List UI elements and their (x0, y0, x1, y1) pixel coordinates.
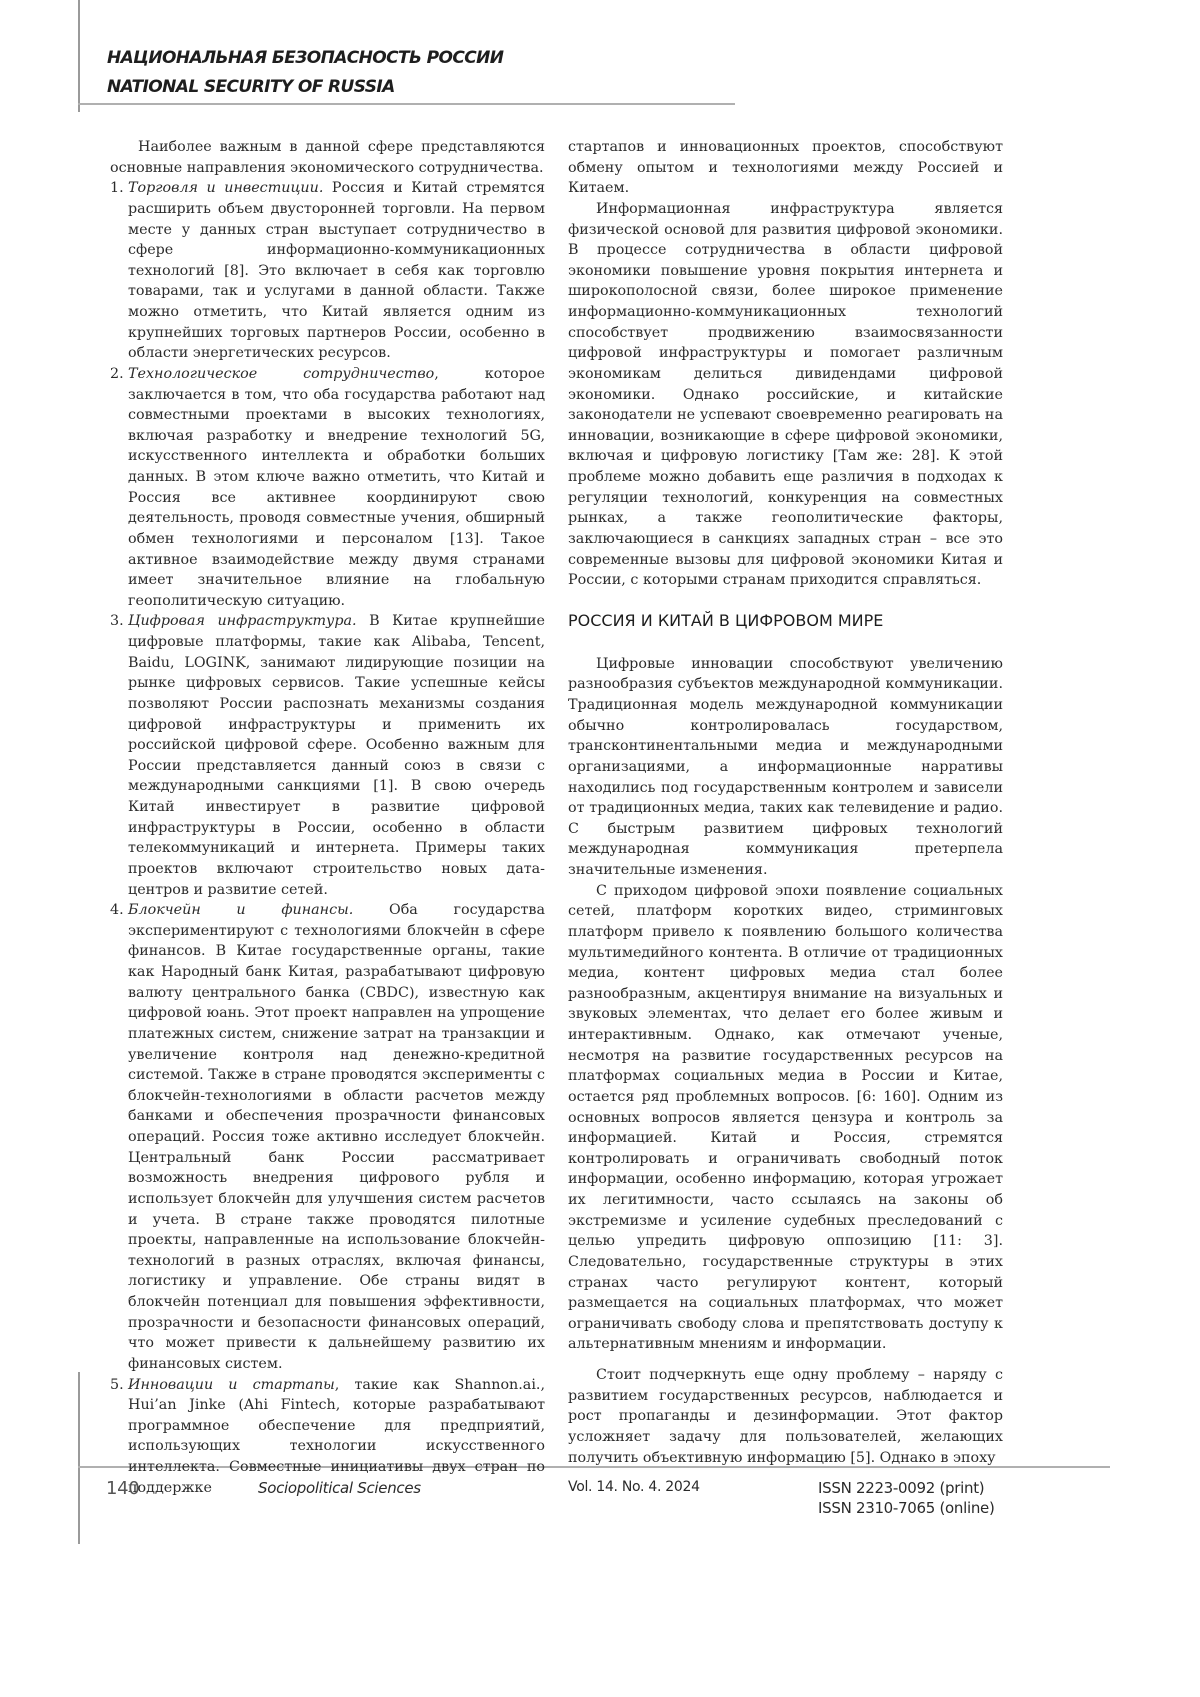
margin-rule-top (78, 0, 80, 112)
body-paragraph: С приходом цифровой эпохи появление социальных сетей, платформ коротких видео, стриминговых платформ привело к появлению большого количества мультимедийного контента. В отличие от традиционных медиа, контент цифровых медиа стал более разнообразным, акцентируя внимание на визуальных и звуковых элементах, что делает его более живым и интерактивным. Однако, как отмечают ученые, несмотря на развитие государственных ресурсов на платформах социальных медиа в России и Китае, остается ряд проблемных вопросов. [6: 160]. Одним из основных вопросов является цензура и контроль за информацией. Китай и Россия, стремятся контролировать и ограничивать свободный поток информации, особенно информацию, которая угрожает их легитимности, часто ссылаясь на законы об экстремизме и усиление судебных преследований с целью упредить цифровую оппозицию [11: 3]. Следовательно, государственные структуры в этих странах часто регулируют контент, который размещается на социальных платформах, что может ограничивать свободу слова и препятствовать доступу к альтернативным мнениям и информации. (568, 881, 1003, 1355)
list-text: , такие как Shannon.ai., Hui’an Jinke (Ahi Fintech, которые разрабатывают программное обеспечение для предприятий, использующих технологии искусственного интеллекта. Совместные инициативы двух стран по поддержке (128, 1377, 545, 1496)
list-term: Блокчейн и финансы. (128, 902, 353, 918)
body-paragraph: Информационная инфраструктура является физической основой для развития цифровой экономики. В процессе сотрудничества в области цифровой экономики повышение уровня покрытия интернета и широкополосной связи, более широкое применение информационно-коммуникационных технологий способствует продвижению взаимосвязанности цифровой инфраструктуры и помогает различным экономикам делиться дивидендами цифровой экономики. Однако российские, и китайские законодатели не успевают своевременно реагировать на инновации, возникающие в сфере цифровой экономики, включая и цифровую логистику [Там же: 28]. К этой проблеме можно добавить еще различия в подходах к регуляции технологий, конкуренция на совместных рынках, а также геополитические факторы, заключающиеся в санкциях западных стран – все это современные вызовы для цифровой экономики Китая и России, с которыми странам приходится справляться. (568, 199, 1003, 591)
page-number: 140 (106, 1478, 139, 1499)
list-number: 1. (110, 178, 124, 199)
list-text: Оба государства экспериментируют с технологиями блокчейн в сфере финансов. В Китае государственные органы, такие как Народный банк Китая, разрабатывают цифровую валюту центрального банка (CBDC), известную как цифровой юань. Этот проект направлен на упрощение платежных систем, снижение затрат на транзакции и увеличение контроля над денежно-кредитной системой. Также в стране проводятся эксперименты с блокчейн-технологиями в области расчетов между банками и обеспечения прозрачности финансовых операций. Россия тоже активно исследует блокчейн. Центральный банк России рассматривает возможность внедрения цифрового рубля и использует блокчейн для улучшения систем расчетов и учета. В стране также проводятся пилотные проекты, направленные на использование блокчейн-технологий в разных отраслях, включая финансы, логистику и управление. Обе страны видят в блокчейн потенциал для повышения эффективности, прозрачности и безопасности финансовых операций, что может привести к дальнейшему развитию их финансовых систем. (128, 902, 545, 1372)
list-item (110, 611, 545, 900)
journal-name: Sociopolitical Sciences (258, 1479, 421, 1497)
list-text: В Китае крупнейшие цифровые платформы, такие как Alibaba, Tencent, Baidu, LOGINK, занимают лидирующие позиции на рынке цифровых сервисов. Такие успешные кейсы позволяют России распознать механизмы создания цифровой инфраструктуры и применить их российской цифровой сфере. Особенно важным для России представляется данный союз в связи с международными санкциями [1]. В свою очередь Китай инвестирует в развитие цифровой инфраструктуры в России, особенно в области телекоммуникаций и интернета. Примеры таких проектов включают строительство новых дата-центров и развитие сетей. (128, 613, 545, 897)
continued-paragraph: стартапов и инновационных проектов, способствуют обмену опытом и технологиями между Россией и Китаем. (568, 137, 1003, 199)
list-item (110, 364, 545, 612)
section-heading: РОССИЯ И КИТАЙ В ЦИФРОВОМ МИРЕ (568, 611, 1003, 631)
volume-info: Vol. 14. No. 4. 2024 (568, 1479, 700, 1495)
header-divider (78, 103, 735, 105)
cooperation-list (110, 178, 545, 1498)
list-number: 5. (110, 1375, 124, 1396)
list-number: 2. (110, 364, 124, 385)
list-text: , которое заключается в том, что оба государства работают над совместными проектами в высоких технологиях, включая разработку и внедрение технологий 5G, искусственного интеллекта и обработки больших данных. В этом ключе важно отметить, что Китай и Россия все активнее координируют свою деятельность, проводя совместные учения, обширный обмен технологиями и персоналом [13]. Такое активное взаимодействие между двумя странами имеет значительное влияние на глобальную геополитическую ситуацию. (128, 366, 545, 609)
list-item (110, 178, 545, 364)
running-header (107, 44, 503, 102)
list-item (110, 900, 545, 1374)
right-column (568, 137, 1003, 1468)
list-text: Россия и Китай стремятся расширить объем двусторонней торговли. На первом месте у данных стран выступает сотрудничество в сфере информационно-коммуникационных технологий [8]. Это включает в себя как торговлю товарами, так и услугами в данной области. Также можно отметить, что Китай является одним из крупнейших торговых партнеров России, особенно в области энергетических ресурсов. (128, 180, 545, 361)
list-term: Технологическое сотрудничество (128, 366, 434, 382)
left-column (110, 137, 545, 1498)
margin-rule-bottom (78, 1372, 80, 1544)
journal-section-title-ru: НАЦИОНАЛЬНАЯ БЕЗОПАСНОСТЬ РОССИИ (107, 44, 503, 73)
journal-section-title-en: NATIONAL SECURITY OF RUSSIA (107, 73, 503, 102)
list-number: 3. (110, 611, 124, 632)
list-term: Цифровая инфраструктура. (128, 613, 357, 629)
body-paragraph: Стоит подчеркнуть еще одну проблему – наряду с развитием государственных ресурсов, наблюдается и рост пропаганды и дезинформации. Этот фактор усложняет задачу для пользователей, желающих получить объективную информацию [5]. Однако в эпоху (568, 1365, 1003, 1468)
list-term: Торговля и инвестиции. (128, 180, 323, 196)
intro-paragraph: Наиболее важным в данной сфере представляются основные направления экономического сотрудничества. (110, 137, 545, 178)
body-paragraph: Цифровые инновации способствуют увеличению разнообразия субъектов международной коммуникации. Традиционная модель международной коммуникации обычно контролировалась государством, трансконтинентальными медиа и международными организациями, а информационные нарративы находились под государственным контролем и зависели от традиционных медиа, таких как телевидение и радио. С быстрым развитием цифровых технологий международная коммуникация претерпела значительные изменения. (568, 654, 1003, 881)
issn-online: ISSN 2310-7065 (online) (818, 1499, 995, 1517)
list-number: 4. (110, 900, 124, 921)
issn-print: ISSN 2223-0092 (print) (818, 1479, 984, 1497)
list-term: Инновации и стартапы (128, 1377, 335, 1393)
